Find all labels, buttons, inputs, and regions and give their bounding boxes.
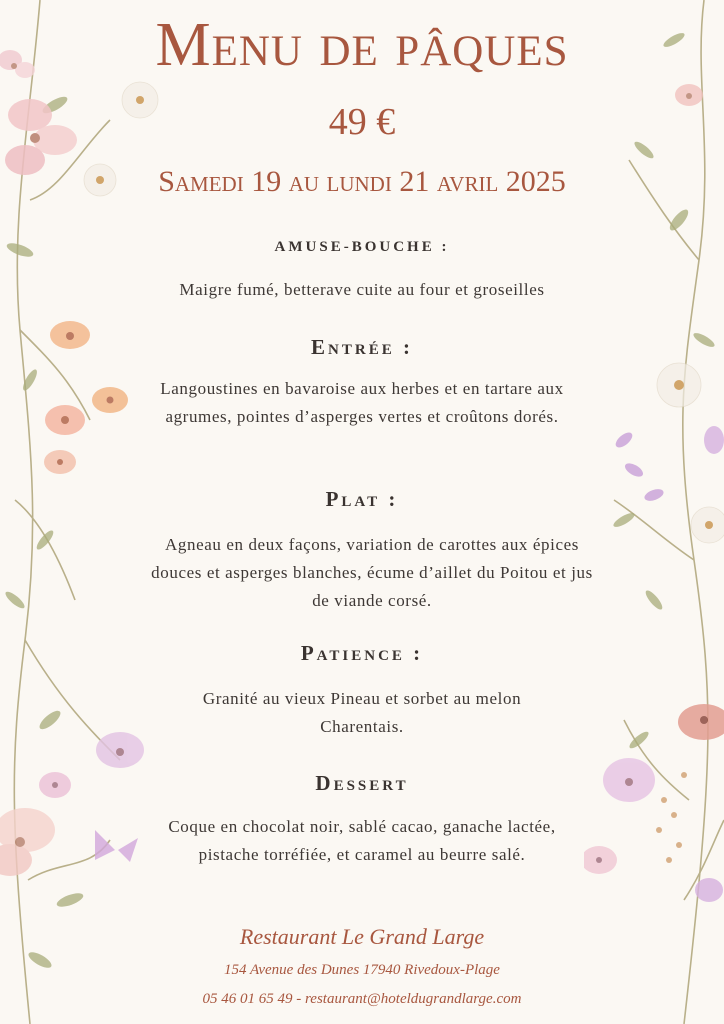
section-title-entree: Entrée : xyxy=(311,335,413,359)
section-title-patience: Patience : xyxy=(300,641,424,665)
section-text-entree: Langoustines en bavaroise aux herbes et en tartare aux agrumes, pointes d’asperges vertes et croûtons dorés. xyxy=(160,379,564,426)
menu-title: Menu de pâques xyxy=(155,11,569,79)
section-text-patience: Granité au vieux Pineau et sorbet au melon Charentais. xyxy=(202,689,522,736)
section-title-amuse-bouche: AMUSE-BOUCHE : xyxy=(274,239,450,255)
section-text-dessert: Coque en chocolat noir, sablé cacao, ganache lactée, pistache torréfiée, et caramel au beurre salé. xyxy=(168,817,556,864)
restaurant-address: 154 Avenue des Dunes 17940 Rivedoux-Plage xyxy=(224,962,500,978)
restaurant-name: Restaurant Le Grand Large xyxy=(239,924,485,949)
menu-price: 49 € xyxy=(328,101,396,143)
section-title-plat: Plat : xyxy=(325,487,399,511)
menu-dates: Samedi 19 au lundi 21 avril 2025 xyxy=(158,165,566,198)
section-title-dessert: Dessert xyxy=(315,771,409,795)
restaurant-contact: 05 46 01 65 49 - restaurant@hoteldugrandlarge.com xyxy=(202,991,522,1007)
section-text-amuse-bouche: Maigre fumé, betterave cuite au four et groseilles xyxy=(179,280,545,299)
section-text-plat: Agneau en deux façons, variation de carottes aux épices douces et asperges blanches, écume d’aillet du Poitou et jus de viande corsé. xyxy=(151,535,593,610)
